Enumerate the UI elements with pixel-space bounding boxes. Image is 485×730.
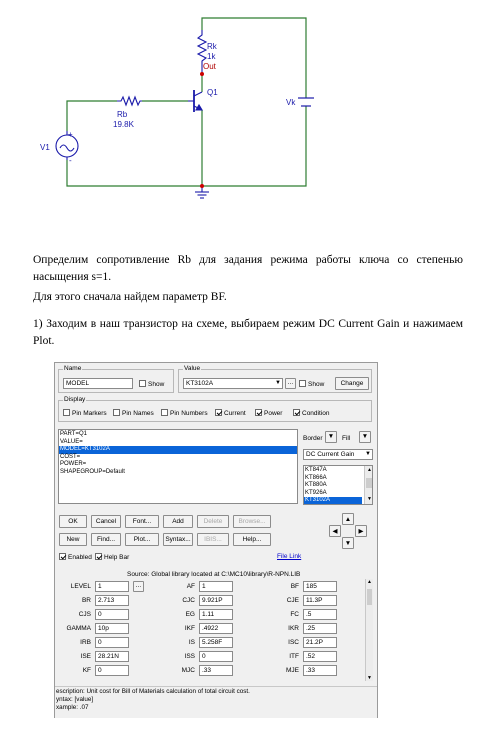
source-library-label: Source: Global library located at C:\MC10\library\R-NPN.LIB <box>127 571 301 578</box>
enabled-label: Enabled <box>68 554 92 561</box>
param-value-input[interactable]: .52 <box>303 651 337 662</box>
param-value-input[interactable]: 1.11 <box>199 609 233 620</box>
scroll-down-icon[interactable]: ▼ <box>367 496 372 502</box>
pin-markers-label: Pin Markers <box>72 410 107 417</box>
attribute-list[interactable] <box>58 429 298 504</box>
rb-name-label: Rb <box>117 110 128 119</box>
param-label: GAMMA <box>66 625 91 632</box>
add-button[interactable]: Add <box>163 515 193 528</box>
param-label: LEVEL <box>70 583 91 590</box>
param-label: FC <box>290 611 299 618</box>
param-value-input[interactable]: 0 <box>199 651 233 662</box>
checkbox-checked-icon <box>293 409 300 416</box>
move-right-button[interactable] <box>355 525 367 537</box>
node-out <box>200 72 204 76</box>
param-label: CJS <box>78 611 91 618</box>
wire-base-left <box>67 101 117 131</box>
v1-minus-label: - <box>69 156 72 165</box>
ok-button[interactable]: OK <box>59 515 87 528</box>
param-value-input[interactable]: 1 <box>199 581 233 592</box>
params-grid <box>55 579 379 683</box>
rk-name-label: Rk <box>207 42 217 51</box>
param-label: ISE <box>80 653 91 660</box>
param-label: CJC <box>182 597 195 604</box>
help-syntax-line: yntax: [value] <box>56 696 94 703</box>
syntax-button[interactable]: Syntax... <box>163 533 193 546</box>
plot-mode-select[interactable] <box>303 449 373 460</box>
param-value-input[interactable]: 185 <box>303 581 337 592</box>
param-label: IS <box>188 639 195 646</box>
power-checkbox[interactable] <box>255 409 282 418</box>
param-label: AF <box>186 583 195 590</box>
param-value-input[interactable]: .25 <box>303 623 337 634</box>
wire-right-rail <box>202 106 306 186</box>
q1-label: Q1 <box>207 88 218 97</box>
condition-label: Condition <box>302 410 330 417</box>
model-list-item[interactable]: KT880A <box>305 482 327 488</box>
display-group-title: Display <box>64 396 86 403</box>
show-name-label: Show <box>148 381 165 388</box>
param-label: MJC <box>181 667 195 674</box>
model-list-scrollbar[interactable] <box>364 466 373 504</box>
rk-value-label: 1k <box>207 52 216 61</box>
param-label: ITF <box>289 653 299 660</box>
condition-checkbox[interactable] <box>293 409 329 418</box>
border-label: Border <box>303 435 323 442</box>
checkbox-checked-icon <box>215 409 222 416</box>
wire-top-rail <box>202 18 306 98</box>
help-text-area <box>55 686 377 718</box>
ibis-button[interactable]: IBIS... <box>197 533 229 546</box>
param-value-input[interactable]: .33 <box>303 665 337 676</box>
help-description-line: escription: Unit cost for Bill of Materials calculation of total circuit cost. <box>56 688 250 695</box>
attribute-line[interactable]: VALUE= <box>60 438 83 445</box>
param-label: CJE <box>286 597 299 604</box>
model-list-item-selected[interactable]: KT3102A <box>304 497 362 505</box>
change-button[interactable]: Change <box>335 377 369 390</box>
chevron-down-icon: ▼ <box>275 380 281 386</box>
delete-button[interactable]: Delete <box>197 515 229 528</box>
current-checkbox[interactable] <box>215 409 246 418</box>
checkbox-checked-icon <box>95 553 102 560</box>
arrow-left-icon: ◀ <box>332 528 338 535</box>
attribute-line[interactable]: POWER= <box>60 461 87 467</box>
checkbox-checked-icon <box>59 553 66 560</box>
param-label: ISC <box>288 639 299 646</box>
pin-numbers-checkbox[interactable] <box>161 409 208 418</box>
plot-mode-text: DC Current Gain <box>306 451 355 458</box>
wires <box>67 18 306 186</box>
attribute-line[interactable]: COST= <box>60 453 81 460</box>
name-group <box>58 365 174 393</box>
param-label: MJE <box>286 667 299 674</box>
param-value-input[interactable]: 1 <box>95 581 129 592</box>
v1-label: V1 <box>40 143 50 152</box>
arrow-right-icon: ▶ <box>358 528 364 535</box>
param-label: BR <box>81 597 91 604</box>
plot-button[interactable]: Plot... <box>125 533 159 546</box>
show-name-checkbox[interactable] <box>139 380 164 389</box>
chevron-down-icon: ▼ <box>365 451 371 457</box>
checkbox-icon <box>113 409 120 416</box>
pin-names-label: Pin Names <box>122 410 154 417</box>
param-value-input[interactable]: 21.2P <box>303 637 337 648</box>
param-value-input[interactable]: 0 <box>95 609 129 620</box>
model-list-item[interactable]: KT926A <box>305 489 327 496</box>
out-label: Out <box>203 62 216 71</box>
value-group-title: Value <box>184 365 201 372</box>
display-group <box>58 396 372 422</box>
param-value-input[interactable]: 9.921P <box>199 595 233 606</box>
attribute-line[interactable]: PART=Q1 <box>60 431 87 437</box>
value-browse-button[interactable]: ... <box>285 378 296 389</box>
show-value-checkbox[interactable] <box>299 380 324 389</box>
value-text: KT3102A <box>186 380 214 387</box>
param-value-input[interactable]: 10p <box>95 623 129 634</box>
param-value-input[interactable]: 28.21N <box>95 651 129 662</box>
param-value-input[interactable]: .33 <box>199 665 233 676</box>
checkbox-icon <box>161 409 168 416</box>
transistor-q1 <box>188 90 202 112</box>
param-value-input[interactable]: 2.713 <box>95 595 129 606</box>
help-bar-checkbox[interactable] <box>95 553 129 562</box>
model-list-item[interactable]: KT866A <box>305 474 327 481</box>
rb-value-label: 19.8K <box>113 120 134 129</box>
paragraph-bf-parameter: Для этого сначала найдем параметр BF. <box>33 291 227 303</box>
scroll-down-icon[interactable]: ▼ <box>367 675 372 681</box>
node-ground <box>200 184 204 188</box>
transistor-properties-dialog <box>54 362 378 718</box>
param-value-input[interactable]: .5 <box>303 609 337 620</box>
paragraph-instruction: 1) Заходим в наш транзистор на схеме, выбираем режим DC Current Gain и нажимаем Plot. <box>33 318 463 347</box>
param-label: IRB <box>80 639 91 646</box>
help-example-line: xample: .07 <box>56 704 89 711</box>
help-bar-label: Help Bar <box>104 554 130 561</box>
param-label: ISS <box>184 653 195 660</box>
wire-v1-bottom <box>67 160 202 186</box>
scroll-thumb[interactable] <box>366 478 372 488</box>
current-label: Current <box>224 410 246 417</box>
value-group <box>178 365 372 393</box>
circuit-schematic <box>0 0 485 215</box>
font-button[interactable]: Font... <box>125 515 159 528</box>
checkbox-checked-icon <box>255 409 262 416</box>
scroll-up-icon[interactable]: ▲ <box>367 579 372 585</box>
scroll-thumb[interactable] <box>367 589 372 605</box>
value-select[interactable] <box>183 378 283 389</box>
pin-markers-checkbox[interactable] <box>63 409 107 418</box>
move-left-button[interactable] <box>329 525 341 537</box>
move-up-button[interactable] <box>342 513 354 525</box>
params-scrollbar[interactable] <box>365 579 373 681</box>
param-label: IKR <box>288 625 299 632</box>
show-value-label: Show <box>308 381 325 388</box>
fill-color-button[interactable] <box>359 431 371 443</box>
paragraph-rb-definition: Определим сопротивление Rb для задания режима работы ключа со степенью насыщения s=1. <box>33 254 463 283</box>
move-down-button[interactable] <box>342 537 354 549</box>
file-link[interactable]: File Link <box>277 553 302 560</box>
checkbox-icon <box>139 380 146 387</box>
enabled-checkbox[interactable] <box>59 553 92 562</box>
scroll-up-icon[interactable]: ▲ <box>367 467 372 473</box>
pin-names-checkbox[interactable] <box>113 409 154 418</box>
paint-bucket-icon: ▼ <box>327 433 335 440</box>
param-label: KF <box>82 667 91 674</box>
arrow-up-icon: ▲ <box>344 516 352 523</box>
checkbox-icon <box>299 380 306 387</box>
name-group-title: Name <box>64 365 82 372</box>
cancel-button[interactable]: Cancel <box>91 515 121 528</box>
param-value-input[interactable]: 0 <box>95 637 129 648</box>
power-label: Power <box>264 410 283 417</box>
new-button[interactable]: New <box>59 533 87 546</box>
arrow-down-icon: ▼ <box>344 540 352 547</box>
param-label: BF <box>290 583 299 590</box>
param-value-input[interactable]: 5.258F <box>199 637 233 648</box>
paint-bucket-icon: ▼ <box>361 433 369 440</box>
param-label: EG <box>185 611 195 618</box>
param-value-input[interactable]: .4922 <box>199 623 233 634</box>
name-input[interactable]: MODEL <box>63 378 133 389</box>
rb-resistor <box>117 97 142 105</box>
attribute-line-selected[interactable]: MODEL=KT3102A <box>59 446 297 454</box>
v1-source <box>56 131 78 160</box>
level-browse-button[interactable]: ... <box>133 581 144 592</box>
v1-plus-label: + <box>68 130 73 139</box>
param-value-input[interactable]: 11.3P <box>303 595 337 606</box>
param-value-input[interactable]: 0 <box>95 665 129 676</box>
model-list[interactable] <box>303 465 373 505</box>
find-button[interactable]: Find... <box>91 533 121 546</box>
model-list-item[interactable]: KT847A <box>305 467 327 473</box>
vk-label: Vk <box>286 98 296 107</box>
help-button[interactable]: Help... <box>233 533 271 546</box>
checkbox-icon <box>63 409 70 416</box>
fill-label: Fill <box>342 435 351 442</box>
browse-button[interactable]: Browse... <box>233 515 271 528</box>
pin-numbers-label: Pin Numbers <box>170 410 208 417</box>
attribute-line[interactable]: SHAPEGROUP=Default <box>60 468 125 475</box>
vk-battery <box>298 98 314 106</box>
border-color-button[interactable] <box>325 431 337 443</box>
param-label: IKF <box>184 625 195 632</box>
